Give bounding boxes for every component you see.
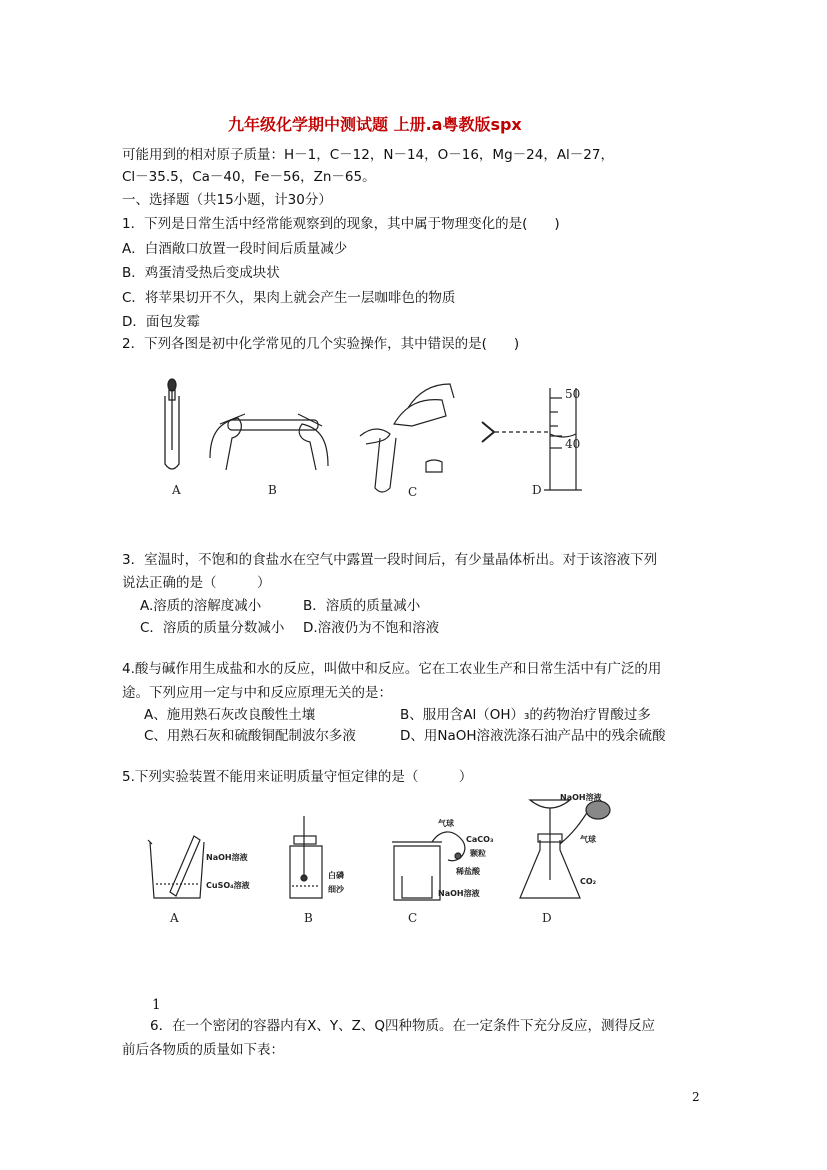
- c-caco3-label: CaCO₃: [466, 835, 494, 844]
- q4-option-d: D、用NaOH溶液洗涤石油产品中的残余硫酸: [400, 728, 666, 744]
- q4-option-c: C、用熟石灰和硫酸铜配制波尔多液: [144, 728, 356, 744]
- q6-stem-line-2: 前后各物质的质量如下表：: [122, 1042, 284, 1058]
- q3-option-d: D.溶液仍为不饱和溶液: [303, 620, 440, 636]
- q1-option-d: D．面包发霉: [122, 314, 200, 330]
- cylinder-tick-50: 50: [565, 387, 581, 401]
- c-particle-label: 颗粒: [470, 849, 486, 858]
- c-naoh-label: NaOH溶液: [438, 889, 480, 898]
- page-number: 2: [692, 1090, 700, 1104]
- d-co2-label: CO₂: [580, 877, 597, 886]
- d-naoh-label: NaOH溶液: [560, 793, 602, 802]
- dropper-test-tube: [165, 379, 179, 469]
- q2-label-a: A: [172, 483, 181, 497]
- c-hcl-label: 稀盐酸: [456, 867, 480, 876]
- a-naoh-label: NaOH溶液: [206, 853, 248, 862]
- q6-stem-line-1: 6．在一个密闭的容器内有X、Y、Z、Q四种物质。在一定条件下充分反应，测得反应: [150, 1018, 655, 1034]
- q2-label-d: D: [532, 483, 542, 497]
- q5-label-a: A: [170, 911, 179, 925]
- q5-label-c: C: [408, 911, 418, 925]
- pouring-bottle: [360, 384, 454, 492]
- q3-stem-line-2: 说法正确的是（ ）: [122, 575, 271, 591]
- q5-figure: [140, 780, 620, 930]
- q1-option-c: C．将苹果切开不久，果肉上就会产生一层咖啡色的物质: [122, 290, 456, 306]
- atomic-mass-line-1: 可能用到的相对原子质量：H－1，C－12，N－14，O－16，Mg－24，Al－27，: [122, 147, 614, 163]
- q3-stem-line-1: 3．室温时，不饱和的食盐水在空气中露置一段时间后，有少量晶体析出。对于该溶液下列: [122, 552, 658, 568]
- q5-label-d: D: [542, 911, 552, 925]
- q2-label-b: B: [268, 483, 277, 497]
- section-heading: 一、选择题（共15小题，计30分）: [122, 192, 332, 208]
- page-title: 九年级化学期中测试题 上册.a粤教版spx: [228, 115, 522, 134]
- q5-label-b: B: [304, 911, 313, 925]
- q3-option-b: B．溶质的质量减小: [303, 598, 421, 614]
- heating-hands-test-tube: [210, 414, 328, 470]
- apparatus-d: [520, 800, 610, 898]
- atomic-mass-line-2: Cl－35.5，Ca－40，Fe－56，Zn－65。: [122, 169, 376, 185]
- q3-option-a: A.溶质的溶解度减小: [140, 598, 262, 614]
- q5-stem: 5.下列实验装置不能用来证明质量守恒定律的是（ ）: [122, 769, 473, 785]
- apparatus-a: [148, 836, 204, 898]
- q4-option-b: B、服用含Al（OH）₃的药物治疗胃酸过多: [400, 707, 651, 723]
- b-sand-label: 细沙: [328, 885, 344, 894]
- q3-option-c: C．溶质的质量分数减小: [140, 620, 285, 636]
- c-balloon-label: 气球: [438, 819, 454, 828]
- footnote-number: 1: [152, 997, 161, 1013]
- b-phosphorus-label: 白磷: [328, 871, 344, 880]
- q4-option-a: A、施用熟石灰改良酸性土壤: [144, 707, 316, 723]
- a-cuso4-label: CuSO₄溶液: [206, 881, 250, 890]
- q2-figure: [150, 378, 600, 500]
- apparatus-b: [290, 816, 322, 898]
- q1-stem: 1．下列是日常生活中经常能观察到的现象，其中属于物理变化的是( ): [122, 216, 560, 232]
- q4-stem-line-2: 途。下列应用一定与中和反应原理无关的是：: [122, 685, 392, 701]
- q1-option-b: B．鸡蛋清受热后变成块状: [122, 265, 280, 281]
- q2-label-c: C: [408, 485, 418, 499]
- q4-stem-line-1: 4.酸与碱作用生成盐和水的反应，叫做中和反应。它在工农业生产和日常生活中有广泛的用: [122, 661, 662, 677]
- q1-option-a: A．白酒敞口放置一段时间后质量减少: [122, 241, 348, 257]
- cylinder-tick-40: 40: [565, 437, 581, 451]
- d-balloon-label: 气球: [580, 835, 596, 844]
- q2-stem: 2．下列各图是初中化学常见的几个实验操作，其中错误的是( ): [122, 336, 520, 352]
